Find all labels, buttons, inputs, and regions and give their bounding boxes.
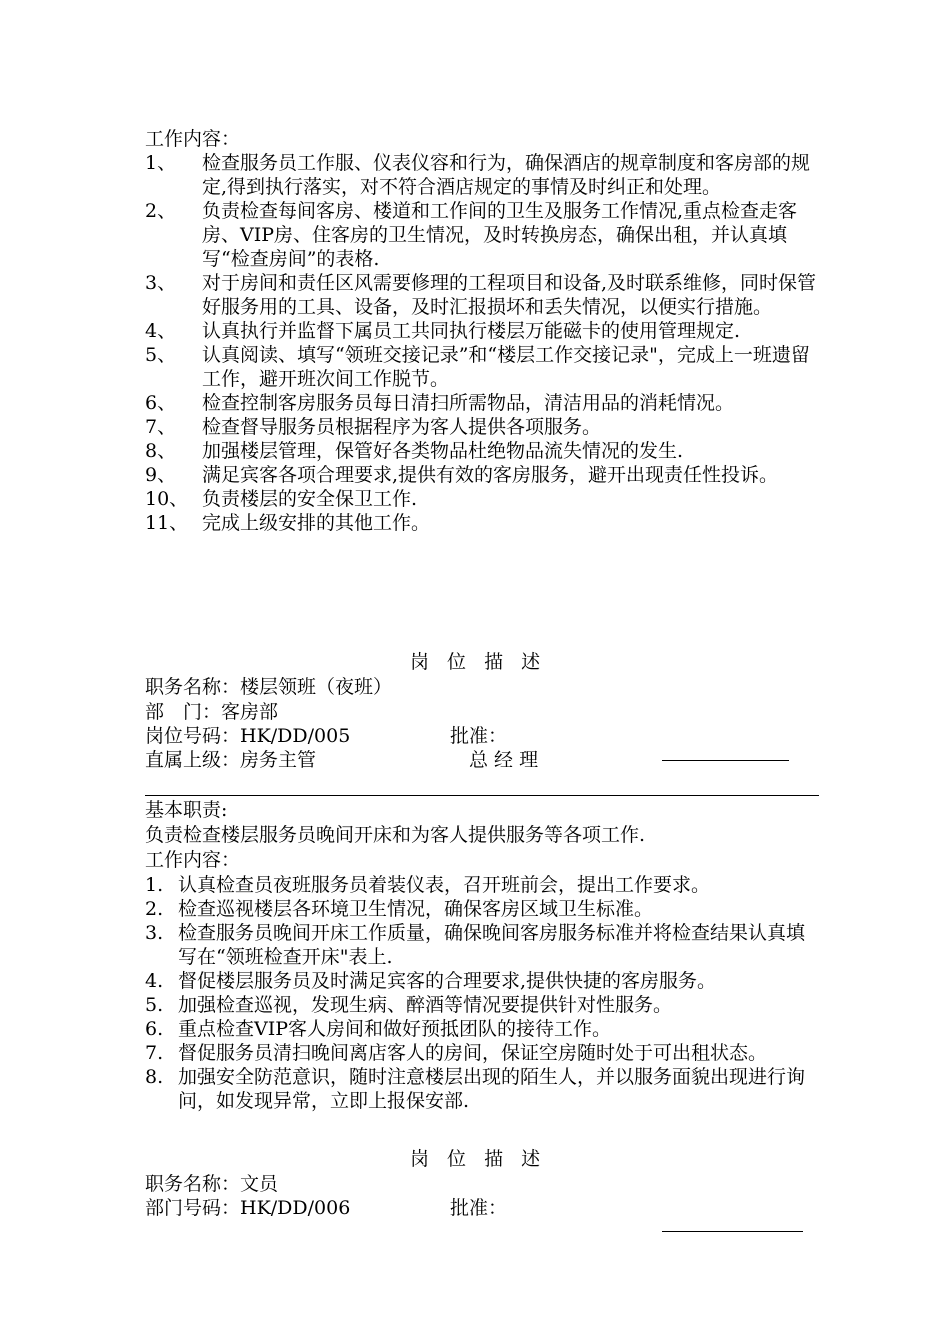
item-text: 满足宾客各项合理要求,提供有效的客房服务，避开出现责任性投诉。 xyxy=(202,464,779,486)
item-number: 8、 xyxy=(145,440,177,462)
list-item xyxy=(145,463,822,487)
approve-label: 批准： xyxy=(450,1197,508,1219)
item-text: 加强检查巡视，发现生病、醉酒等情况要提供针对性服务。 xyxy=(178,994,673,1016)
item-text: 督促服务员清扫晚间离店客人的房间，保证空房随时处于可出租状态。 xyxy=(178,1042,768,1064)
item-text: 检查督导服务员根据程序为客人提供各项服务。 xyxy=(202,416,602,438)
list-item xyxy=(145,415,822,439)
item-number: 7. xyxy=(145,1042,164,1064)
job-description-title: 岗 位 描 述 xyxy=(410,651,547,673)
item-text: 检查巡视楼层各环境卫生情况，确保客房区域卫生标准。 xyxy=(178,898,654,920)
list-item xyxy=(145,1065,818,1113)
work-content-heading: 工作内容： xyxy=(145,128,241,150)
job-description-title: 岗 位 描 述 xyxy=(410,1148,547,1170)
direct-superior: 直属上级：房务主管 xyxy=(145,749,317,771)
item-text: 认真阅读、填写“领班交接记录”和“楼层工作交接记录"，完成上一班遗留工作，避开班次间工作脱节。 xyxy=(202,344,810,390)
list-item xyxy=(145,511,822,535)
list-item xyxy=(145,199,822,271)
position-code: 部门号码：HK/DD/006 xyxy=(145,1197,351,1219)
item-text: 加强安全防范意识，随时注意楼层出现的陌生人，并以服务面貌出现进行询问，如发现异常，立即上报保安部. xyxy=(178,1066,806,1112)
list-item xyxy=(145,1017,818,1041)
section-divider xyxy=(145,795,819,796)
item-text: 认真检查员夜班服务员着装仪表，召开班前会，提出工作要求。 xyxy=(178,874,711,896)
item-number: 2. xyxy=(145,898,164,920)
item-number: 9、 xyxy=(145,464,177,486)
signature-line xyxy=(662,760,789,761)
basic-duty-text: 负责检查楼层服务员晚间开床和为客人提供服务等各项工作. xyxy=(145,824,646,846)
item-number: 4. xyxy=(145,970,164,992)
item-text: 督促楼层服务员及时满足宾客的合理要求,提供快捷的客房服务。 xyxy=(178,970,717,992)
item-text: 负责检查每间客房、楼道和工作间的卫生及服务工作情况,重点检查走客房、VIP房、住客房的卫生情况，及时转换房态，确保出租，并认真填写“检查房间”的表格. xyxy=(202,200,798,270)
item-text: 检查服务员工作服、仪表仪容和行为，确保酒店的规章制度和客房部的规定,得到执行落实，对不符合酒店规定的事情及时纠正和处理。 xyxy=(202,152,811,198)
item-number: 1. xyxy=(145,874,164,896)
list-item xyxy=(145,439,822,463)
list-item xyxy=(145,343,822,391)
item-number: 8. xyxy=(145,1066,164,1088)
item-number: 3、 xyxy=(145,272,177,294)
item-number: 6、 xyxy=(145,392,177,414)
position-name: 职务名称：文员 xyxy=(145,1173,279,1195)
item-number: 7、 xyxy=(145,416,177,438)
list-item xyxy=(145,993,818,1017)
item-text: 负责楼层的安全保卫工作. xyxy=(202,488,418,510)
duty-list-2 xyxy=(145,873,818,1113)
item-number: 4、 xyxy=(145,320,177,342)
position-name: 职务名称：楼层领班（夜班） xyxy=(145,676,393,698)
department: 部 门：客房部 xyxy=(145,701,279,723)
signature-line xyxy=(662,1231,803,1232)
list-item xyxy=(145,151,822,199)
item-number: 1、 xyxy=(145,152,177,174)
item-number: 10、 xyxy=(145,488,189,510)
list-item xyxy=(145,921,818,969)
item-text: 检查控制客房服务员每日清扫所需物品，清洁用品的消耗情况。 xyxy=(202,392,735,414)
work-content-heading: 工作内容： xyxy=(145,849,241,871)
approve-label: 批准： xyxy=(450,725,508,747)
basic-duty-label: 基本职责: xyxy=(145,799,228,821)
list-item xyxy=(145,873,818,897)
item-text: 加强楼层管理，保管好各类物品杜绝物品流失情况的发生. xyxy=(202,440,684,462)
list-item xyxy=(145,271,822,319)
item-number: 3. xyxy=(145,922,164,944)
position-code: 岗位号码：HK/DD/005 xyxy=(145,725,351,747)
general-manager-label: 总 经 理 xyxy=(469,749,539,771)
item-number: 5. xyxy=(145,994,164,1016)
list-item xyxy=(145,969,818,993)
item-number: 5、 xyxy=(145,344,177,366)
item-number: 11、 xyxy=(145,512,189,534)
item-number: 2、 xyxy=(145,200,177,222)
list-item xyxy=(145,897,818,921)
item-text: 认真执行并监督下属员工共同执行楼层万能磁卡的使用管理规定. xyxy=(202,320,741,342)
item-text: 检查服务员晚间开床工作质量，确保晚间客房服务标准并将检查结果认真填写在“领班检查开床"表上. xyxy=(178,922,806,968)
item-text: 重点检查VIP客人房间和做好预抵团队的接待工作。 xyxy=(178,1018,612,1040)
item-number: 6. xyxy=(145,1018,164,1040)
duty-list-1 xyxy=(145,151,822,535)
list-item xyxy=(145,319,822,343)
list-item xyxy=(145,1041,818,1065)
list-item xyxy=(145,391,822,415)
item-text: 完成上级安排的其他工作。 xyxy=(202,512,431,534)
list-item xyxy=(145,487,822,511)
item-text: 对于房间和责任区风需要修理的工程项目和设备,及时联系维修，同时保管好服务用的工具、设备，及时汇报损坏和丢失情况，以便实行措施。 xyxy=(202,272,817,318)
